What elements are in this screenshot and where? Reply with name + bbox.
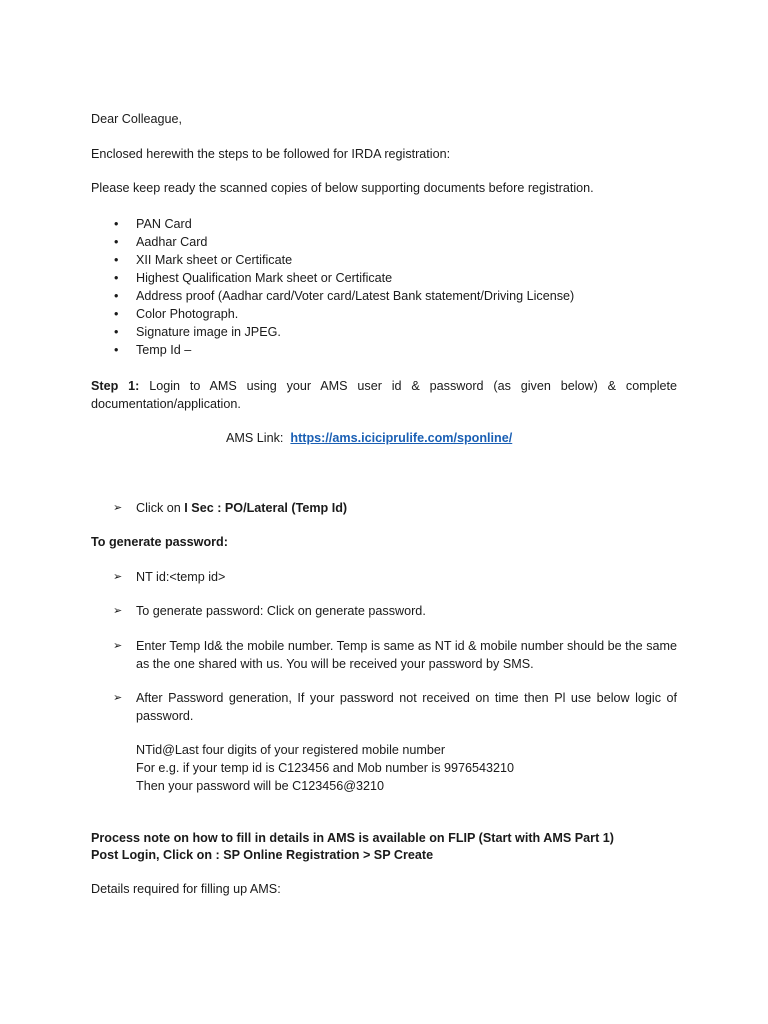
click-on-prefix: Click on [136, 501, 181, 515]
process-note: Process note on how to fill in details in AMS is available on FLIP (Start with AMS Part 1) [91, 831, 614, 845]
list-item: PAN Card [136, 217, 192, 231]
click-on-target: I Sec : PO/Lateral (Temp Id) [184, 501, 348, 515]
step-1-paragraph [91, 377, 677, 413]
greeting: Dear Colleague, [91, 112, 183, 126]
list-item: NT id:<temp id> [136, 570, 226, 584]
ams-link-label: AMS Link: [226, 431, 284, 445]
arrow-bullet-icon: ➢ [113, 605, 123, 617]
list-item: Address proof (Aadhar card/Voter card/Latest Bank statement/Driving License) [136, 289, 575, 303]
list-item: Signature image in JPEG. [136, 325, 281, 339]
arrow-bullet-icon: ➢ [113, 502, 123, 514]
list-item: To generate password: Click on generate password. [136, 604, 426, 618]
bullet-icon: • [114, 235, 119, 249]
list-item: Temp Id – [136, 343, 192, 357]
list-item: Aadhar Card [136, 235, 208, 249]
list-item: Highest Qualification Mark sheet or Certificate [136, 271, 393, 285]
bullet-icon: • [114, 325, 119, 339]
arrow-bullet-icon: ➢ [113, 571, 123, 583]
password-logic-line: Then your password will be C123456@3210 [136, 779, 385, 793]
ams-link[interactable]: https://ams.iciciprulife.com/sponline/ [290, 431, 513, 445]
bullet-icon: • [114, 217, 119, 231]
list-item: XII Mark sheet or Certificate [136, 253, 293, 267]
bullet-icon: • [114, 289, 119, 303]
bullet-icon: • [114, 253, 119, 267]
documents-intro: Please keep ready the scanned copies of below supporting documents before registration. [91, 181, 594, 195]
intro-text: Enclosed herewith the steps to be followed for IRDA registration: [91, 147, 451, 161]
generate-password-heading: To generate password: [91, 535, 228, 549]
password-logic-line: For e.g. if your temp id is C123456 and Mob number is 9976543210 [136, 761, 515, 775]
arrow-bullet-icon: ➢ [113, 640, 123, 652]
step-1-text: Login to AMS using your AMS user id & password (as given below) & complete documentation/application. [91, 379, 677, 411]
step-1-label: Step 1: [91, 379, 140, 393]
list-item: Color Photograph. [136, 307, 239, 321]
bullet-icon: • [114, 307, 119, 321]
bullet-icon: • [114, 271, 119, 285]
bullet-icon: • [114, 343, 119, 357]
ams-link-line [226, 430, 512, 446]
password-logic-line: NTid@Last four digits of your registered mobile number [136, 743, 446, 757]
details-required: Details required for filling up AMS: [91, 882, 281, 896]
list-item: After Password generation, If your password not received on time then Pl use below logic of password. [136, 691, 677, 723]
click-on-line [136, 500, 347, 516]
list-item: Enter Temp Id& the mobile number. Temp is same as NT id & mobile number should be the same as the one shared with us. You will be received your password by SMS. [136, 639, 677, 671]
post-login-note: Post Login, Click on : SP Online Registration > SP Create [91, 848, 434, 862]
arrow-bullet-icon: ➢ [113, 692, 123, 704]
